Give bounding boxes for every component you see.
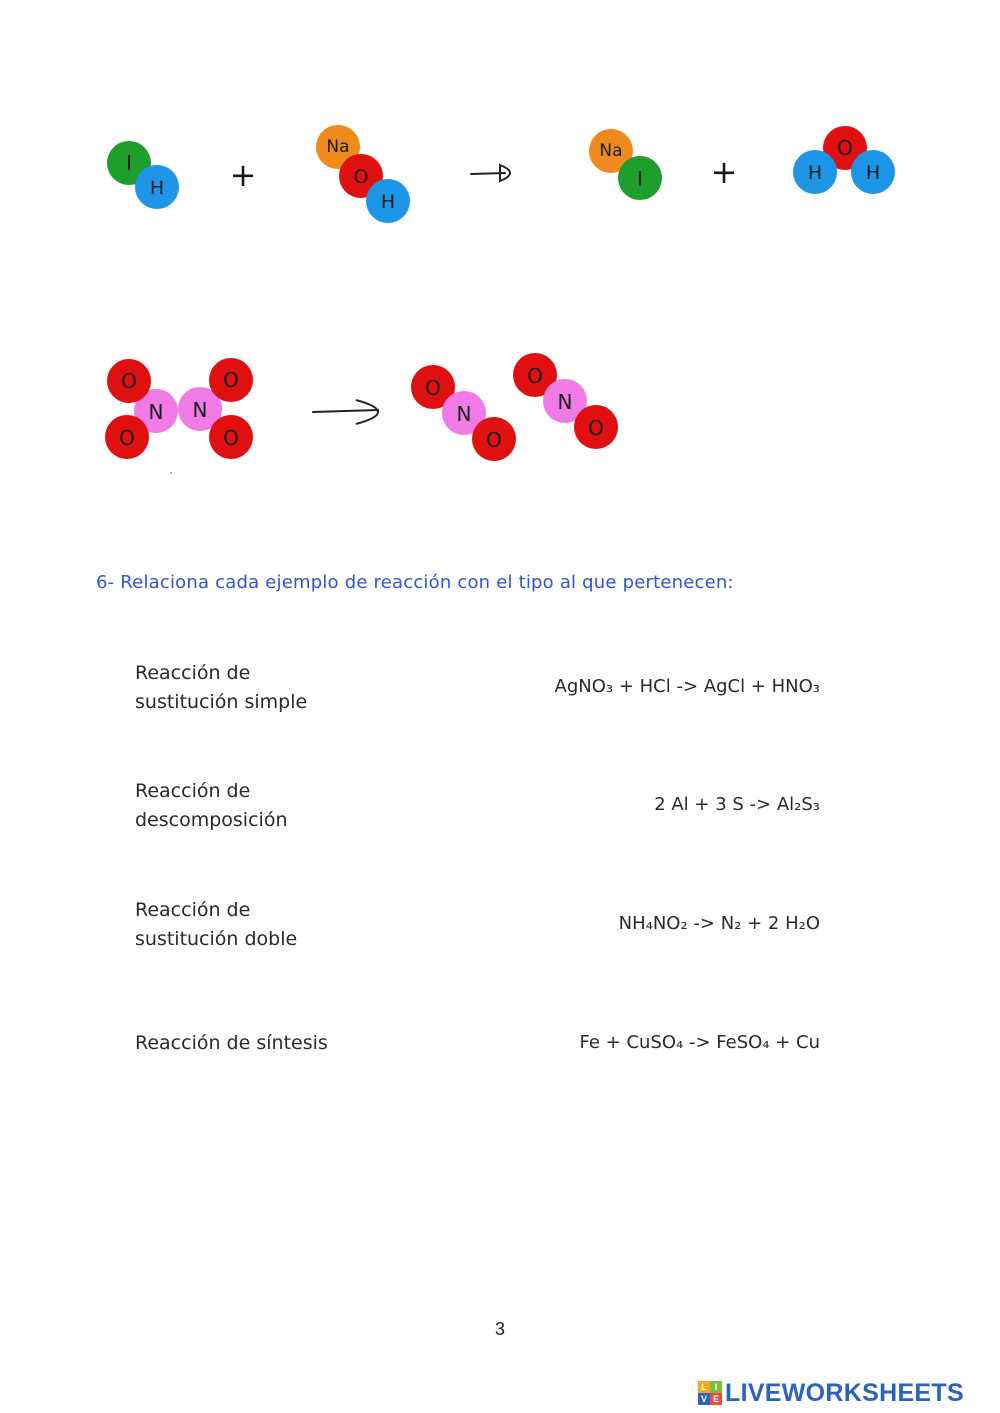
molecule-naoh bbox=[316, 125, 410, 223]
reaction-type-line: Reacción de bbox=[135, 780, 251, 802]
atom-label: O bbox=[223, 368, 239, 392]
equation-2[interactable]: 2 Al + 3 S -> Al₂S₃ bbox=[654, 794, 820, 815]
atom-label: O bbox=[353, 166, 369, 188]
reaction-diagrams bbox=[0, 0, 1000, 500]
reaction-type-line: sustitución simple bbox=[135, 691, 308, 713]
brand-icon-letter: I bbox=[710, 1381, 722, 1393]
reaction-arrow bbox=[313, 400, 378, 424]
atom-label: Na bbox=[599, 141, 623, 161]
plus-sign: + bbox=[229, 156, 257, 194]
reaction-type-line: Reacción de bbox=[135, 899, 251, 921]
molecule-h2o bbox=[793, 126, 895, 194]
brand-name: LIVEWORKSHEETS bbox=[725, 1378, 964, 1407]
reaction-type-line: descomposición bbox=[135, 809, 288, 831]
atom-label: O bbox=[527, 364, 543, 388]
atom-label: N bbox=[557, 390, 573, 414]
atom-label: O bbox=[837, 136, 853, 160]
liveworksheets-logo bbox=[698, 1378, 964, 1408]
atom-label: N bbox=[148, 400, 164, 424]
atom-label: H bbox=[807, 162, 823, 184]
brand-icon-letter: L bbox=[698, 1381, 710, 1393]
reaction-type-1[interactable] bbox=[135, 659, 435, 717]
reaction-type-line: sustitución doble bbox=[135, 928, 298, 950]
reaction-type-line: Reacción de síntesis bbox=[135, 1032, 328, 1054]
equation-4[interactable]: Fe + CuSO₄ -> FeSO₄ + Cu bbox=[579, 1032, 820, 1053]
molecule-hi bbox=[107, 141, 179, 209]
page-number: 3 bbox=[494, 1319, 505, 1339]
atom-label: H bbox=[380, 191, 396, 213]
plus-sign: + bbox=[710, 153, 738, 191]
atom-label: H bbox=[865, 162, 881, 184]
reaction-type-line: Reacción de bbox=[135, 662, 251, 684]
atom-label: O bbox=[223, 426, 239, 450]
equation-3[interactable]: NH₄NO₂ -> N₂ + 2 H₂O bbox=[618, 913, 820, 934]
atom-label: I bbox=[637, 167, 643, 191]
reaction-type-2[interactable] bbox=[135, 777, 435, 835]
molecule-no2 bbox=[513, 353, 618, 449]
atom-label: Na bbox=[326, 137, 350, 157]
atom-label: N bbox=[456, 402, 472, 426]
equation-1[interactable]: AgNO₃ + HCl -> AgCl + HNO₃ bbox=[554, 676, 820, 697]
atom-label: O bbox=[486, 428, 502, 452]
atom-label: N bbox=[192, 398, 208, 422]
reaction-arrow bbox=[471, 165, 510, 181]
question-prompt: 6- Relaciona cada ejemplo de reacción con el tipo al que pertenecen: bbox=[96, 572, 734, 593]
molecule-no2 bbox=[411, 365, 516, 461]
atom-label: I bbox=[126, 151, 132, 175]
atom-label: H bbox=[149, 177, 165, 199]
atom-label: O bbox=[588, 416, 604, 440]
molecule-nai bbox=[589, 129, 662, 200]
brand-icon-letter: V bbox=[698, 1393, 710, 1405]
atom-label: O bbox=[119, 426, 135, 450]
reaction-type-3[interactable] bbox=[135, 896, 435, 954]
brand-icon-letter: E bbox=[710, 1393, 722, 1405]
stray-dot bbox=[170, 472, 172, 474]
atom-label: O bbox=[425, 376, 441, 400]
brand-icon bbox=[698, 1381, 722, 1405]
reaction-type-4[interactable] bbox=[135, 1029, 435, 1058]
atom-label: O bbox=[121, 369, 137, 393]
molecule-n2o4 bbox=[105, 358, 253, 459]
